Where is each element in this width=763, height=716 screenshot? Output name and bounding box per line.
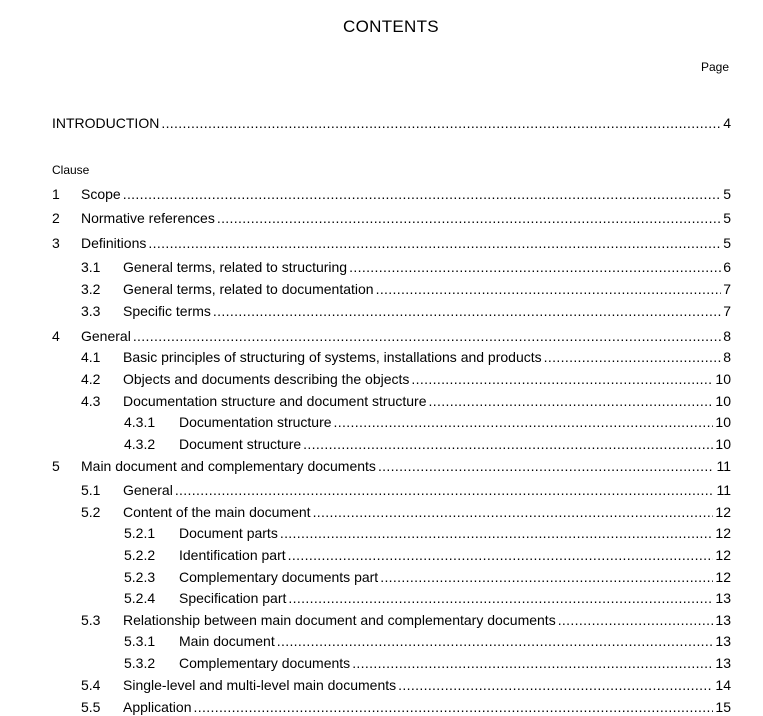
toc-entry-label: Identification part	[179, 547, 286, 563]
toc-entry-number: 5.2.1	[124, 525, 156, 541]
dot-leader	[280, 524, 714, 542]
toc-entry-page: 8	[723, 349, 731, 365]
dot-leader	[288, 589, 713, 607]
toc-entry-label: Scope	[81, 186, 121, 202]
toc-entry-page: 12	[715, 569, 731, 585]
toc-entry-5-3-1[interactable]	[124, 630, 731, 650]
toc-entry-label: Documentation structure and document structure	[123, 393, 427, 409]
toc-entry-label: Main document and complementary documents	[81, 458, 376, 474]
toc-entry-4-2[interactable]	[81, 368, 731, 388]
toc-entry-page: 5	[723, 235, 731, 251]
dot-leader	[175, 481, 715, 499]
toc-entry-label: Basic principles of structuring of systems, installations and products	[123, 349, 542, 365]
toc-entry-number: 5.5	[81, 699, 101, 715]
toc-entry-page: 7	[723, 281, 731, 297]
dot-leader	[352, 654, 713, 672]
toc-entry-page: 12	[715, 504, 731, 520]
toc-entry-page: 6	[723, 259, 731, 275]
toc-entry-label: Normative references	[81, 210, 215, 226]
dot-leader	[288, 546, 714, 564]
dot-leader	[429, 392, 714, 410]
toc-entry-page: 8	[723, 328, 731, 344]
toc-entry-label: Content of the main document	[123, 504, 311, 520]
page-title: CONTENTS	[343, 17, 439, 36]
toc-entry-page: 5	[723, 210, 731, 226]
toc-entry-label: General terms, related to documentation	[123, 281, 374, 297]
toc-entry-label: Complementary documents part	[179, 569, 379, 585]
toc-entry-page: 13	[715, 590, 731, 606]
toc-entry-number: 5.2.4	[124, 590, 156, 606]
toc-entry-4-3[interactable]	[81, 390, 731, 410]
toc-entry-number: 3.1	[81, 259, 101, 275]
toc-entry-page: 15	[715, 699, 731, 715]
dot-leader	[349, 258, 721, 276]
toc-entry-5-2-2[interactable]	[124, 544, 731, 564]
toc-entry-label: Relationship between main document and complementary documents	[123, 612, 556, 628]
toc-entry-number: 4.3.1	[124, 414, 156, 430]
toc-entry-page: 12	[715, 525, 731, 541]
toc-entry-5-2[interactable]	[81, 501, 731, 521]
toc-entry-1[interactable]	[52, 183, 731, 203]
toc-entry-label: Application	[123, 699, 192, 715]
toc-entry-number: 5.2	[81, 504, 101, 520]
toc-entry-page: 5	[723, 186, 731, 202]
dot-leader	[148, 234, 721, 252]
toc-entry-number: 1	[52, 186, 60, 202]
toc-entry-number: 4	[52, 328, 60, 344]
toc-entry-5-3[interactable]	[81, 609, 731, 629]
toc-entry-number: 3.2	[81, 281, 101, 297]
dot-leader	[544, 348, 722, 366]
clause-column-header: Clause	[52, 163, 90, 177]
toc-entry-number: 5	[52, 458, 60, 474]
dot-leader	[380, 568, 713, 586]
toc-entry-page: 7	[723, 303, 731, 319]
toc-entry-page: 11	[716, 482, 731, 498]
toc-entry-number: 5.1	[81, 482, 101, 498]
toc-entry-label: General terms, related to structuring	[123, 259, 348, 275]
toc-entry-page: 12	[715, 547, 731, 563]
toc-entry-5-2-1[interactable]	[124, 522, 731, 542]
toc-entry-page: 10	[715, 371, 731, 387]
toc-entry-number: 4.1	[81, 349, 101, 365]
toc-entry-number: 4.3.2	[124, 436, 156, 452]
toc-entry-label: Document parts	[179, 525, 278, 541]
toc-entry-number: 2	[52, 210, 60, 226]
toc-entry-label: Main document	[179, 633, 275, 649]
toc-entry-4-3-1[interactable]	[124, 411, 731, 431]
toc-entry-page: 10	[715, 436, 731, 452]
dot-leader	[411, 370, 713, 388]
page-column-header: Page	[701, 60, 730, 74]
toc-entry-label: Complementary documents	[179, 655, 351, 671]
toc-entry-5-4[interactable]	[81, 674, 731, 694]
toc-entry-page: 11	[716, 458, 731, 474]
toc-entry-5-2-3[interactable]	[124, 566, 731, 586]
toc-entry-introduction[interactable]	[52, 112, 731, 132]
toc-entry-5[interactable]	[52, 455, 731, 475]
toc-entry-4-1[interactable]	[81, 346, 731, 366]
toc-entry-page: 4	[723, 115, 731, 131]
toc-entry-5-5[interactable]	[81, 696, 731, 716]
toc-entry-label: Specific terms	[123, 303, 211, 319]
dot-leader	[398, 676, 713, 694]
toc-entry-page: 13	[715, 633, 731, 649]
toc-entry-label: Document structure	[179, 436, 302, 452]
toc-entry-label: Single-level and multi-level main documents	[123, 677, 397, 693]
dot-leader	[376, 280, 722, 298]
toc-entry-number: 5.2.2	[124, 547, 156, 563]
toc-entry-4[interactable]	[52, 325, 731, 345]
toc-entry-label: INTRODUCTION	[52, 115, 160, 131]
toc-entry-3-3[interactable]	[81, 300, 731, 320]
toc-entry-5-1[interactable]	[81, 479, 731, 499]
toc-entry-number: 3.3	[81, 303, 101, 319]
toc-entry-page: 13	[715, 655, 731, 671]
dot-leader	[194, 698, 714, 716]
toc-entry-label: Definitions	[81, 235, 147, 251]
toc-entry-5-2-4[interactable]	[124, 587, 731, 607]
toc-entry-label: Documentation structure	[179, 414, 332, 430]
dot-leader	[378, 457, 715, 475]
dot-leader	[161, 114, 721, 132]
dot-leader	[123, 185, 722, 203]
toc-entry-2[interactable]	[52, 207, 731, 227]
toc-entry-3-1[interactable]	[81, 256, 731, 276]
toc-entry-number: 5.3.1	[124, 633, 156, 649]
toc-entry-label: General	[81, 328, 131, 344]
dot-leader	[313, 503, 714, 521]
toc-entry-label: Objects and documents describing the objects	[123, 371, 410, 387]
toc-entry-number: 5.2.3	[124, 569, 156, 585]
toc-entry-3[interactable]	[52, 232, 731, 252]
dot-leader	[303, 435, 713, 453]
toc-entry-page: 14	[715, 677, 731, 693]
toc-entry-page: 10	[715, 414, 731, 430]
toc-entry-number: 5.4	[81, 677, 101, 693]
dot-leader	[217, 209, 721, 227]
dot-leader	[277, 632, 714, 650]
toc-entry-number: 4.2	[81, 371, 101, 387]
dot-leader	[213, 302, 721, 320]
toc-entry-page: 13	[715, 612, 731, 628]
toc-entry-number: 5.3.2	[124, 655, 156, 671]
dot-leader	[558, 611, 714, 629]
toc-entry-number: 3	[52, 235, 60, 251]
toc-entry-label: Specification part	[179, 590, 287, 606]
toc-entry-label: General	[123, 482, 173, 498]
toc-entry-number: 5.3	[81, 612, 101, 628]
dot-leader	[334, 413, 714, 431]
toc-entry-3-2[interactable]	[81, 278, 731, 298]
toc-entry-5-3-2[interactable]	[124, 652, 731, 672]
dot-leader	[133, 327, 721, 345]
toc-entry-page: 10	[715, 393, 731, 409]
toc-entry-4-3-2[interactable]	[124, 433, 731, 453]
toc-entry-number: 4.3	[81, 393, 101, 409]
